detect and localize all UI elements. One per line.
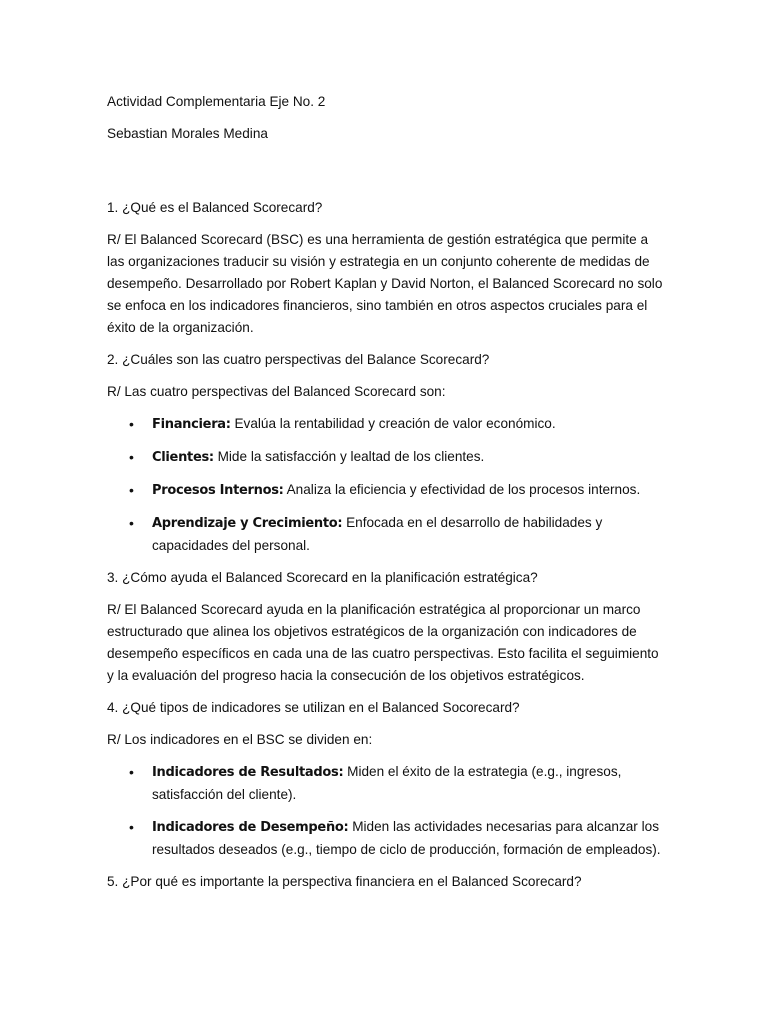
bullet-icon: •: [129, 515, 134, 531]
list-item-text: Analiza la eficiencia y efectividad de los procesos internos.: [283, 482, 641, 497]
list-item-term: Aprendizaje y Crecimiento:: [152, 516, 343, 531]
document-page: [107, 91, 667, 903]
bullet-icon: •: [129, 416, 134, 432]
list-item-text: Mide la satisfacción y lealtad de los clientes.: [213, 449, 485, 464]
list-item-text: Enfocada en el desarrollo de habilidades y capacidades del personal.: [152, 515, 603, 553]
indicators-list: [107, 761, 667, 861]
question-1: 1. ¿Qué es el Balanced Scorecard?: [107, 200, 323, 215]
list-item-text: Evalúa la rentabilidad y creación de valor económico.: [230, 416, 556, 431]
document-author: Sebastian Morales Medina: [107, 126, 268, 141]
list-item: [107, 413, 667, 436]
answer-3: R/ El Balanced Scorecard ayuda en la planificación estratégica al proporcionar un marco estructurado que alinea los objetivos estratégicos de la organización con indicadores de desempeño específicos en cada una de las cuatro perspectivas. Esto facilita el seguimiento y la evaluación del progreso hacia la consecución de los objetivos estratégicos.: [107, 602, 659, 683]
question-4: 4. ¿Qué tipos de indicadores se utilizan en el Balanced Socorecard?: [107, 700, 520, 715]
question-2: 2. ¿Cuáles son las cuatro perspectivas del Balance Scorecard?: [107, 352, 490, 367]
spacer: [107, 155, 667, 197]
list-item-text: Miden las actividades necesarias para alcanzar los resultados deseados (e.g., tiempo de ciclo de producción, formación de empleados).: [152, 819, 661, 857]
list-item: [107, 816, 667, 861]
list-item-term: Indicadores de Desempeño:: [152, 820, 349, 835]
question-3: 3. ¿Cómo ayuda el Balanced Scorecard en la planificación estratégica?: [107, 570, 538, 585]
list-item: [107, 761, 667, 806]
list-item: [107, 446, 667, 469]
list-item: [107, 479, 667, 502]
list-item-term: Indicadores de Resultados:: [152, 765, 344, 780]
list-item: [107, 512, 667, 557]
bullet-icon: •: [129, 449, 134, 465]
answer-1: R/ El Balanced Scorecard (BSC) es una herramienta de gestión estratégica que permite a las organizaciones traducir su visión y estrategia en un conjunto coherente de medidas de desempeño. Desarrollado por Robert Kaplan y David Norton, el Balanced Scorecard no solo se enfoca en los indicadores financieros, sino también en otros aspectos cruciales para el éxito de la organización.: [107, 232, 663, 335]
list-item-text: Miden el éxito de la estrategia (e.g., ingresos, satisfacción del cliente).: [152, 764, 622, 802]
answer-2-intro: R/ Las cuatro perspectivas del Balanced Scorecard son:: [107, 384, 446, 399]
list-item-term: Financiera:: [152, 417, 231, 432]
answer-4-intro: R/ Los indicadores en el BSC se dividen en:: [107, 732, 373, 747]
list-item-term: Procesos Internos:: [152, 483, 284, 498]
document-title: Actividad Complementaria Eje No. 2: [107, 94, 326, 109]
bullet-icon: •: [129, 482, 134, 498]
bullet-icon: •: [129, 764, 134, 780]
question-5: 5. ¿Por qué es importante la perspectiva financiera en el Balanced Scorecard?: [107, 874, 582, 889]
bullet-icon: •: [129, 819, 134, 835]
list-item-term: Clientes:: [152, 450, 214, 465]
perspectives-list: [107, 413, 667, 557]
